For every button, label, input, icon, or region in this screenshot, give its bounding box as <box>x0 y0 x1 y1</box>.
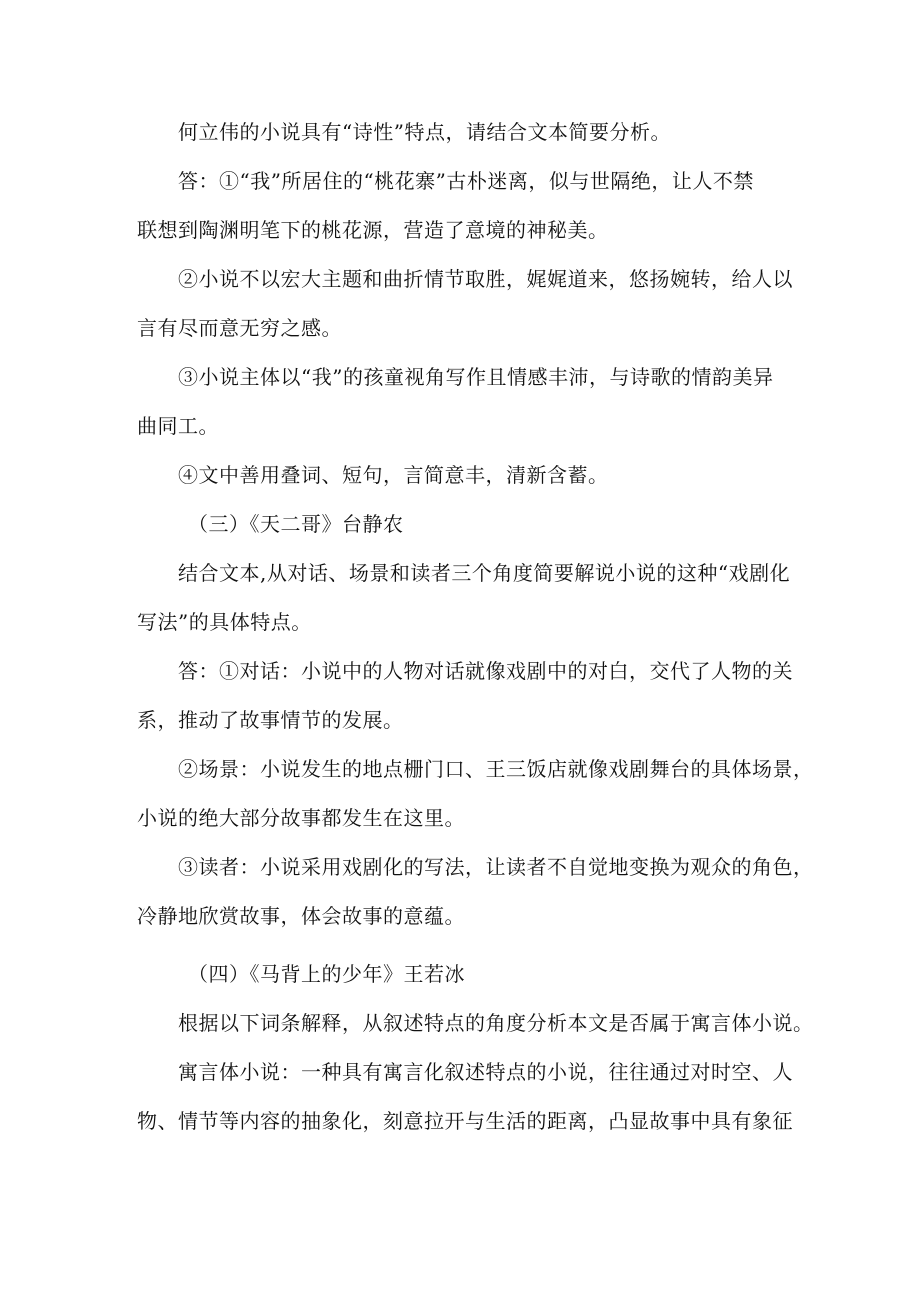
section-heading-three: （三）《天二哥》台静农 <box>188 512 404 536</box>
answer-1-line-1: 答：①“我”所居住的“桃花寨”古朴迷离，似与世隔绝，让人不禁 <box>178 169 754 193</box>
answer-2-line-1: ②小说不以宏大主题和曲折情节取胜，娓娓道来，悠扬婉转，给人以 <box>178 267 793 291</box>
answer-scene-line-2: 小说的绝大部分故事都发生在这里。 <box>137 806 465 830</box>
question-drama-line-1: 结合文本,从对话、场景和读者三个角度简要解说小说的这种“戏剧化 <box>178 561 791 585</box>
answer-dialogue-line-2: 系，推动了故事情节的发展。 <box>137 708 404 732</box>
answer-3-line-2: 曲同工。 <box>137 414 219 438</box>
answer-4: ④文中善用叠词、短句，言简意丰，清新含蓄。 <box>178 463 609 487</box>
answer-reader-line-2: 冷静地欣赏故事，体会故事的意蕴。 <box>137 904 465 928</box>
definition-line-2: 物、情节等内容的抽象化，刻意拉开与生活的距离，凸显故事中具有象征 <box>137 1109 793 1133</box>
section-heading-four: （四）《马背上的少年》王若冰 <box>188 962 465 986</box>
answer-1-line-2: 联想到陶渊明笔下的桃花源，营造了意境的神秘美。 <box>137 218 609 242</box>
answer-dialogue-line-1: 答：①对话：小说中的人物对话就像戏剧中的对白，交代了人物的关 <box>178 659 793 683</box>
question-fable-novel: 根据以下词条解释，从叙述特点的角度分析本文是否属于寓言体小说。 <box>178 1011 814 1035</box>
answer-3-line-1: ③小说主体以“我”的孩童视角写作且情感丰沛，与诗歌的情韵美异 <box>178 365 774 389</box>
question-drama-line-2: 写法”的具体特点。 <box>137 610 312 634</box>
answer-2-line-2: 言有尽而意无穷之感。 <box>137 316 342 340</box>
question-poetic-quality: 何立伟的小说具有“诗性”特点，请结合文本简要分析。 <box>178 120 671 144</box>
answer-reader-line-1: ③读者：小说采用戏剧化的写法，让读者不自觉地变换为观众的角色， <box>178 855 814 879</box>
definition-line-1: 寓言体小说：一种具有寓言化叙述特点的小说，往往通过对时空、人 <box>178 1060 793 1084</box>
answer-scene-line-1: ②场景：小说发生的地点栅门口、王三饭店就像戏剧舞台的具体场景， <box>178 757 814 781</box>
